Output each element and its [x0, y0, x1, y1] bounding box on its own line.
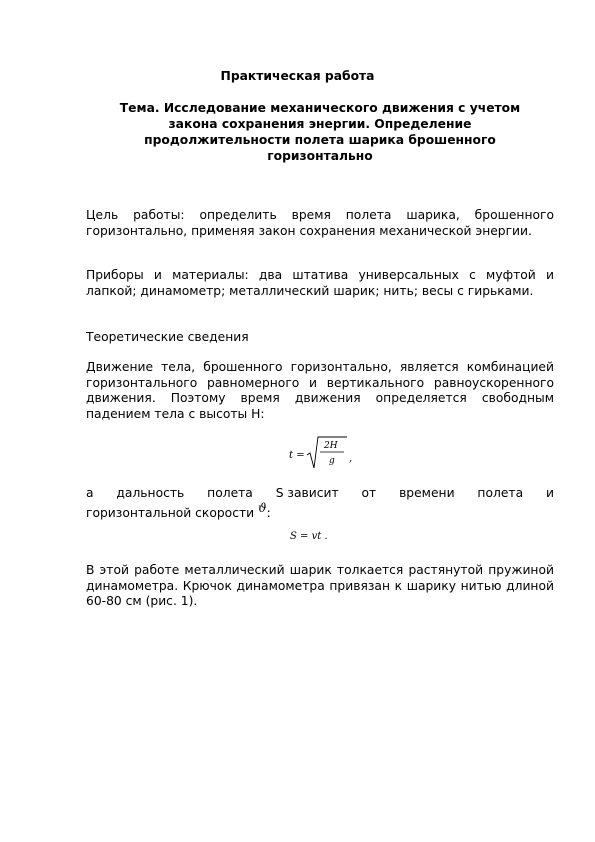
- time-formula: [289, 433, 359, 473]
- range-word: дальность: [116, 486, 185, 500]
- range-line-1: [86, 486, 554, 502]
- range-word: полета: [207, 486, 253, 500]
- theory-heading: Теоретические сведения: [86, 330, 249, 344]
- page-title: Практическая работа: [220, 69, 375, 83]
- formula-t-trail: ,: [349, 453, 353, 464]
- range-word: а: [86, 486, 94, 500]
- goal-paragraph: Цель работы: определить время полета шарика, брошенного горизонтально, применяя закон сохранения механической энергии.: [86, 208, 554, 238]
- range-word: полета: [477, 486, 524, 500]
- range-line-2-end: :: [266, 505, 271, 520]
- motion-paragraph: Движение тела, брошенного горизонтально, является комбинацией горизонтального равномерного и вертикального равноускоренного движения. Поэтому время движения определяется свободным падением тела с высоты H:: [86, 360, 554, 421]
- work-paragraph: В этой работе металлический шарик толкается растянутой пружиной динамометра. Крючок динамометра привязан к шарику нитью длиной 60-80 см (рис. 1).: [86, 563, 554, 608]
- distance-formula: S = vt .: [290, 531, 328, 542]
- range-line-2-text: горизонтальной скорости: [86, 505, 255, 520]
- range-word: времени: [399, 486, 455, 500]
- topic-heading: Тема. Исследование механического движения с учетом закона сохранения энергии. Определение продолжительности полета шарика брошенного горизонтально: [119, 101, 521, 163]
- range-line-2: [86, 500, 554, 522]
- formula-t-lhs: t =: [289, 450, 305, 461]
- formula-t-denominator: g: [329, 456, 335, 466]
- range-word: S зависит: [275, 486, 339, 500]
- range-paragraph: [86, 486, 554, 521]
- equipment-paragraph: Приборы и материалы: два штатива универсальных с муфтой и лапкой; динамометр; металлический шарик; нить; весы с гирьками.: [86, 268, 554, 298]
- range-word: и: [545, 486, 554, 500]
- range-word: от: [361, 486, 377, 500]
- formula-t-numerator: 2H: [324, 441, 338, 451]
- velocity-symbol: ϑ: [258, 500, 267, 515]
